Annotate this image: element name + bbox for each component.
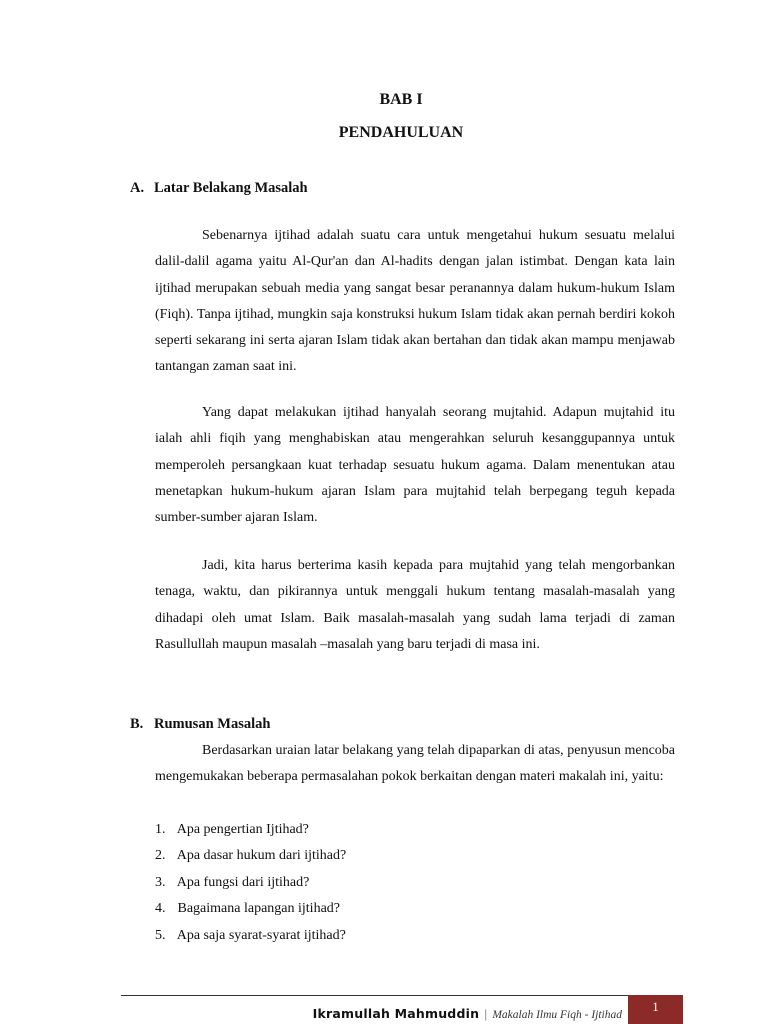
chapter-label: BAB I xyxy=(379,91,423,108)
background-paragraph-2: Yang dapat melakukan ijtihad hanyalah seorang mujtahid. Adapun mujtahid itu ialah ahli fiqih yang menghabiskan atau mengerahkan seluruh kesanggupannya untuk memperoleh persangkaan kuat terhadap sesuatu hukum agama. Dalam menentukan atau menetapkan hukum-hukum ajaran Islam para mujtahid telah berpegang teguh kepada sumber-sumber ajaran Islam. xyxy=(155,405,675,526)
section-b-heading xyxy=(130,716,270,733)
list-item: 2. Apa dasar hukum dari ijtihad? xyxy=(155,848,347,864)
page-number: 1 xyxy=(652,999,659,1014)
list-item: 3. Apa fungsi dari ijtihad? xyxy=(155,874,310,890)
section-b-title: Rumusan Masalah xyxy=(154,716,271,732)
list-item: 1. Apa pengertian Ijtihad? xyxy=(155,822,309,837)
chapter-title: PENDAHULUAN xyxy=(338,124,464,141)
section-a-title: Latar Belakang Masalah xyxy=(154,180,308,196)
background-paragraph-1: Sebenarnya ijtihad adalah suatu cara untuk mengetahui hukum sesuatu melalui dalil-dalil agama yaitu Al-Qur'an dan Al-hadits dengan jalan istimbat. Dengan kata lain ijtihad merupakan sebuah media yang sangat besar peranannya dalam hukum-hukum Islam (Fiqh). Tanpa ijtihad, mungkin saja konstruksi hukum Islam tidak akan pernah berdiri kokoh seperti sekarang ini serta ajaran Islam tidak akan bertahan dan tidak akan mampu menjawab tantangan zaman saat ini. xyxy=(155,228,675,375)
section-a-letter: A. xyxy=(130,180,145,196)
page-number-box xyxy=(628,995,683,1024)
footer xyxy=(313,1006,622,1023)
list-item: 4. Bagaimana lapangan ijtihad? xyxy=(155,901,340,917)
background-paragraph-3: Jadi, kita harus berterima kasih kepada para mujtahid yang telah mengorbankan tenaga, waktu, dan pikirannya untuk menggali hukum tentang masalah-masalah yang dihadapi oleh umat Islam. Baik masalah-masalah yang sudah lama terjadi di zaman Rasullullah maupun masalah –masalah yang baru terjadi di masa ini. xyxy=(155,558,675,652)
question-list xyxy=(155,817,675,949)
list-item: 5. Apa saja syarat-syarat ijtihad? xyxy=(155,927,346,943)
footer-divider xyxy=(121,995,628,996)
footer-course: Makalah Ilmu Fiqh - Ijtihad xyxy=(492,1009,622,1021)
footer-author: Ikramullah Mahmuddin xyxy=(312,1006,480,1021)
section-b-letter: B. xyxy=(130,716,144,732)
section-a-heading xyxy=(130,180,308,197)
footer-separator: | xyxy=(484,1006,488,1021)
problem-intro-paragraph: Berdasarkan uraian latar belakang yang telah dipaparkan di atas, penyusun mencoba mengemukakan beberapa permasalahan pokok berkaitan dengan materi makalah ini, yaitu: xyxy=(155,743,675,785)
